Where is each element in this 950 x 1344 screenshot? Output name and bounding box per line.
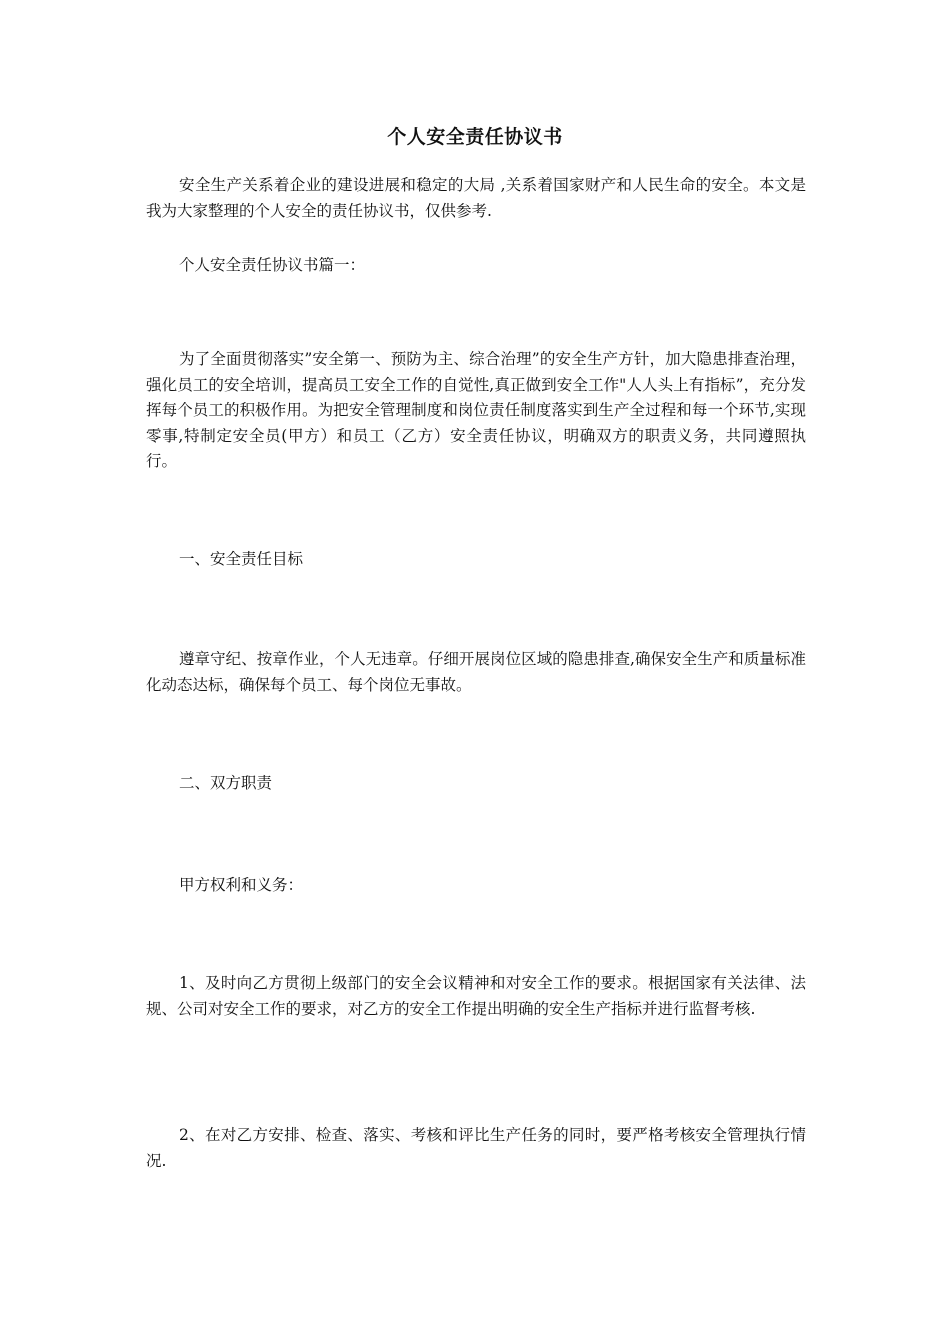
preamble-paragraph: 为了全面贯彻落实”安全第一、预防为主、综合治理”的安全生产方针，加大隐患排查治理，强化员工的安全培训，提高员工安全工作的自觉性,真正做到安全工作"人人头上有指标”，充分发挥每个员工的积极作用。为把安全管理制度和岗位责任制度落实到生产全过程和每一个环节,实现零事,特制定安全员(甲方）和员工（乙方）安全责任协议，明确双方的职责义务，共同遵照执行。 — [146, 350, 806, 470]
intro-paragraph: 安全生产关系着企业的建设进展和稳定的大局 ,关系着国家财产和人民生命的安全。本文是我为大家整理的个人安全的责任协议书，仅供参考. — [146, 176, 806, 220]
party-a-heading: 甲方权利和义务： — [179, 876, 304, 894]
document-title: 个人安全责任协议书 — [387, 126, 563, 148]
goal-paragraph: 遵章守纪、按章作业，个人无违章。仔细开展岗位区域的隐患排查,确保安全生产和质量标准化动态达标，确保每个员工、每个岗位无事故。 — [146, 650, 806, 694]
list-item-1: 1、及时向乙方贯彻上级部门的安全会议精神和对安全工作的要求。根据国家有关法律、法规、公司对安全工作的要求，对乙方的安全工作提出明确的安全生产指标并进行监督考核. — [146, 974, 806, 1018]
section-heading: 个人安全责任协议书篇一： — [179, 256, 366, 274]
list-item-2: 2、在对乙方安排、检查、落实、考核和评比生产任务的同时，要严格考核安全管理执行情况. — [146, 1126, 806, 1170]
heading-safety-goal: 一、安全责任目标 — [179, 550, 304, 568]
heading-duties: 二、双方职责 — [179, 774, 273, 792]
